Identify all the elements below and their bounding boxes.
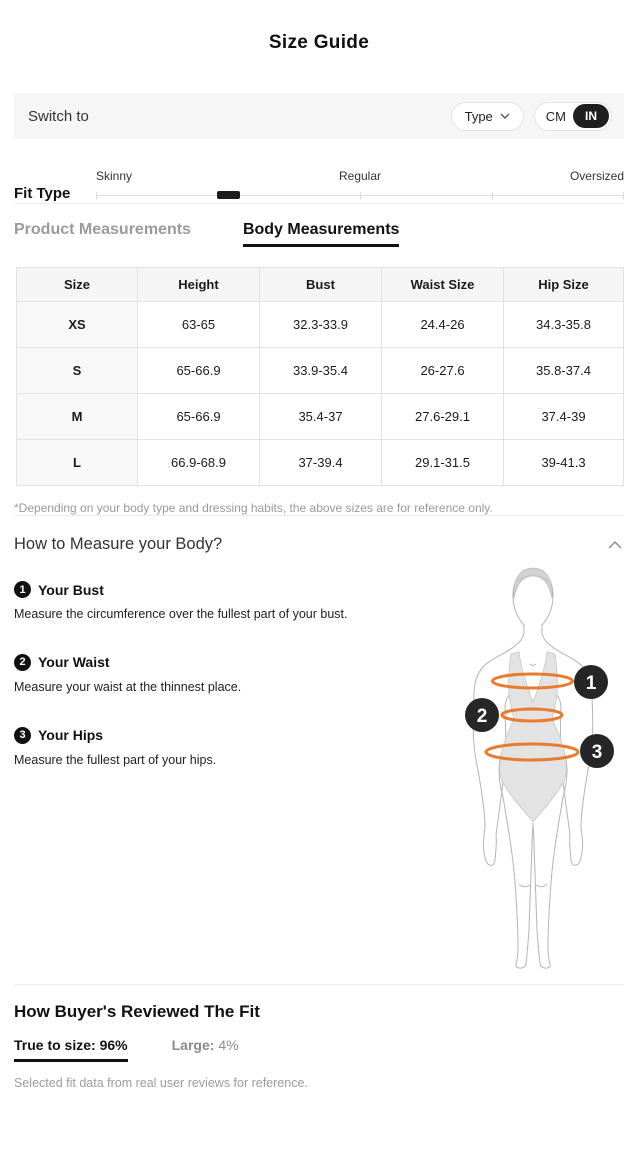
col-header-height: Height <box>138 268 260 302</box>
unit-toggle[interactable] <box>534 102 612 131</box>
measurement-tabs <box>14 221 624 247</box>
how-to-measure-section <box>14 516 624 984</box>
type-dropdown-button[interactable] <box>451 102 524 131</box>
tab-body-measurements[interactable]: Body Measurements <box>243 221 400 247</box>
col-header-bust: Bust <box>260 268 382 302</box>
fit-stats <box>14 1037 624 1062</box>
switch-to-label: Switch to <box>28 107 89 125</box>
slider-handle[interactable] <box>217 191 240 199</box>
cell-bust: 35.4-37 <box>260 394 382 440</box>
stat-value: 96% <box>99 1037 128 1053</box>
measure-steps <box>14 581 399 769</box>
cell-hip: 39-41.3 <box>504 440 624 486</box>
page-title: Size Guide <box>268 32 370 53</box>
fit-type-slider[interactable] <box>96 169 624 203</box>
step-title: Your Bust <box>38 581 104 598</box>
cell-bust: 32.3-33.9 <box>260 302 382 348</box>
unit-option-in[interactable]: IN <box>573 104 609 128</box>
collapse-button[interactable] <box>606 539 624 551</box>
switch-to-bar <box>14 93 624 139</box>
body-measurement-figure <box>445 565 625 980</box>
step-description: Measure your waist at the thinnest place. <box>14 679 242 694</box>
figure-badge-2 <box>465 698 499 732</box>
col-header-size: Size <box>17 268 138 302</box>
switch-controls <box>451 102 612 131</box>
cell-size: M <box>17 394 138 440</box>
col-header-waist: Waist Size <box>382 268 504 302</box>
slider-tick <box>623 192 624 199</box>
step-hips <box>14 727 399 769</box>
divider <box>14 203 624 204</box>
unit-option-cm[interactable]: CM <box>545 108 566 124</box>
slider-tick <box>360 192 361 199</box>
stat-label: True to size : <box>14 1037 100 1053</box>
figure-badge-1 <box>574 665 608 699</box>
fit-option-oversized: Oversized <box>569 169 624 183</box>
svg-text:3: 3 <box>591 742 603 763</box>
step-waist <box>14 654 399 696</box>
chevron-down-icon <box>500 113 510 119</box>
review-note: Selected fit data from real user reviews for reference. <box>14 1076 308 1090</box>
table-row <box>17 394 624 440</box>
step-title: Your Waist <box>38 654 110 671</box>
section-title: How to Measure your Body? <box>14 535 223 553</box>
table-row <box>17 440 624 486</box>
step-description: Measure the circumference over the fullest part of your bust. <box>14 607 348 621</box>
cell-hip: 35.8-37.4 <box>504 348 624 394</box>
step-number-badge: 2 <box>14 654 31 671</box>
cell-bust: 37-39.4 <box>260 440 382 486</box>
step-description: Measure the fullest part of your hips. <box>14 752 217 767</box>
cell-height: 63-65 <box>138 302 260 348</box>
type-dropdown-label: Type <box>464 108 493 124</box>
step-number-badge: 3 <box>14 727 31 744</box>
step-title: Your Hips <box>38 727 104 744</box>
size-table <box>16 267 624 486</box>
table-row <box>17 348 624 394</box>
col-header-hip: Hip Size <box>504 268 624 302</box>
cell-waist: 27.6-29.1 <box>382 394 504 440</box>
svg-text:1: 1 <box>585 673 597 694</box>
slider-tick <box>96 192 97 199</box>
chevron-up-icon <box>608 541 622 549</box>
cell-size: L <box>17 440 138 486</box>
cell-hip: 37.4-39 <box>504 394 624 440</box>
table-header-row <box>17 268 624 302</box>
slider-tick <box>492 192 493 199</box>
table-footnote: *Depending on your body type and dressing habits, the above sizes are for reference only. <box>14 501 493 515</box>
cell-size: S <box>17 348 138 394</box>
cell-waist: 29.1-31.5 <box>382 440 504 486</box>
fit-type-options <box>96 169 624 184</box>
cell-height: 66.9-68.9 <box>138 440 260 486</box>
review-title: How Buyer's Reviewed The Fit <box>14 1002 260 1021</box>
fit-type-row <box>14 169 624 203</box>
section-header <box>14 516 624 554</box>
step-bust <box>14 581 399 623</box>
fit-review-section <box>14 1002 624 1090</box>
stat-value: 4% <box>218 1037 239 1053</box>
fit-option-skinny: Skinny <box>96 169 133 183</box>
cell-size: XS <box>17 302 138 348</box>
step-number-badge: 1 <box>14 581 31 598</box>
divider <box>14 984 624 985</box>
fit-type-label: Fit Type <box>14 185 71 202</box>
cell-waist: 24.4-26 <box>382 302 504 348</box>
table-row <box>17 302 624 348</box>
fit-option-regular: Regular <box>338 169 382 183</box>
cell-hip: 34.3-35.8 <box>504 302 624 348</box>
stat-large[interactable] <box>172 1037 239 1053</box>
stat-label: Large : <box>172 1037 219 1053</box>
cell-waist: 26-27.6 <box>382 348 504 394</box>
cell-height: 65-66.9 <box>138 394 260 440</box>
stat-true-to-size[interactable] <box>14 1037 128 1062</box>
cell-height: 65-66.9 <box>138 348 260 394</box>
cell-bust: 33.9-35.4 <box>260 348 382 394</box>
figure-badge-3 <box>580 734 614 768</box>
svg-text:2: 2 <box>476 706 488 727</box>
tab-product-measurements[interactable]: Product Measurements <box>14 221 191 238</box>
